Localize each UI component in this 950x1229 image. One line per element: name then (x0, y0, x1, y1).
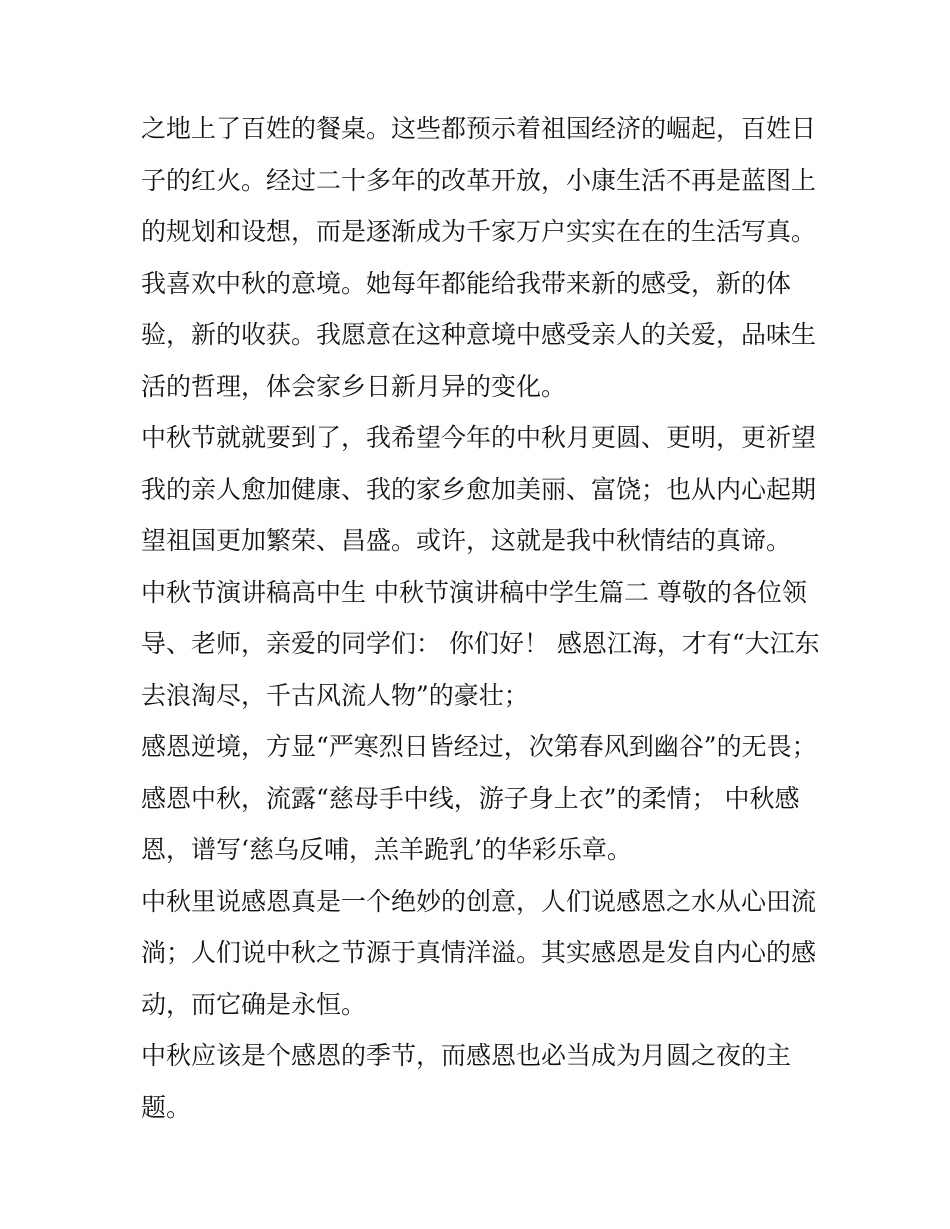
text-line: 之地上了百姓的餐桌。这些都预示着祖国经济的崛起，百姓日 (141, 114, 817, 143)
text-line: 我喜欢中秋的意境。她每年都能给我带来新的感受，新的体 (141, 268, 792, 298)
text-line: 中秋节演讲稿高中生 中秋节演讲稿中学生篇二 尊敬的各位领 (141, 577, 807, 607)
text-line: 验，新的收获。我愿意在这种意境中感受亲人的关爱，品味生 (141, 320, 817, 349)
text-line: 中秋应该是个感恩的季节，而感恩也必当成为月圆之夜的主 (141, 1041, 792, 1070)
text-line: 中秋节就就要到了，我希望今年的中秋月更圆、更明，更祈望 (141, 423, 817, 452)
text-line: 我的亲人愈加健康、我的家乡愈加美丽、富饶；也从内心起期 (141, 474, 817, 504)
text-line: 中秋里说感恩真是一个绝妙的创意，人们说感恩之水从心田流 (141, 886, 817, 916)
text-line: 淌；人们说中秋之节源于真情洋溢。其实感恩是发自内心的感 (141, 938, 817, 967)
text-line: 的规划和设想，而是逐渐成为千家万户实实在在的生活写真。 (141, 217, 817, 246)
text-line: 去浪淘尽，千古风流人物”的豪壮； (141, 680, 529, 710)
text-line: 动，而它确是永恒。 (141, 989, 367, 1019)
text-line: 导、老师，亲爱的同学们： 你们好！ 感恩江海，才有“大江东 (141, 629, 820, 658)
text-line: 望祖国更加繁荣、昌盛。或许，这就是我中秋情结的真谛。 (141, 526, 792, 555)
text-line: 题。 (141, 1092, 192, 1122)
text-line: 感恩中秋，流露“慈母手中线，游子身上衣”的柔情； 中秋感 (141, 783, 800, 813)
body-text (141, 103, 821, 1133)
text-line: 感恩逆境，方显“严寒烈日皆经过，次第春风到幽谷”的无畏； (141, 732, 817, 761)
text-line: 子的红火。经过二十多年的改革开放，小康生活不再是蓝图上 (141, 165, 817, 195)
text-line: 活的哲理，体会家乡日新月异的变化。 (141, 371, 567, 401)
text-line: 恩，谱写‘慈乌反哺，羔羊跪乳’的华彩乐章。 (141, 835, 632, 864)
